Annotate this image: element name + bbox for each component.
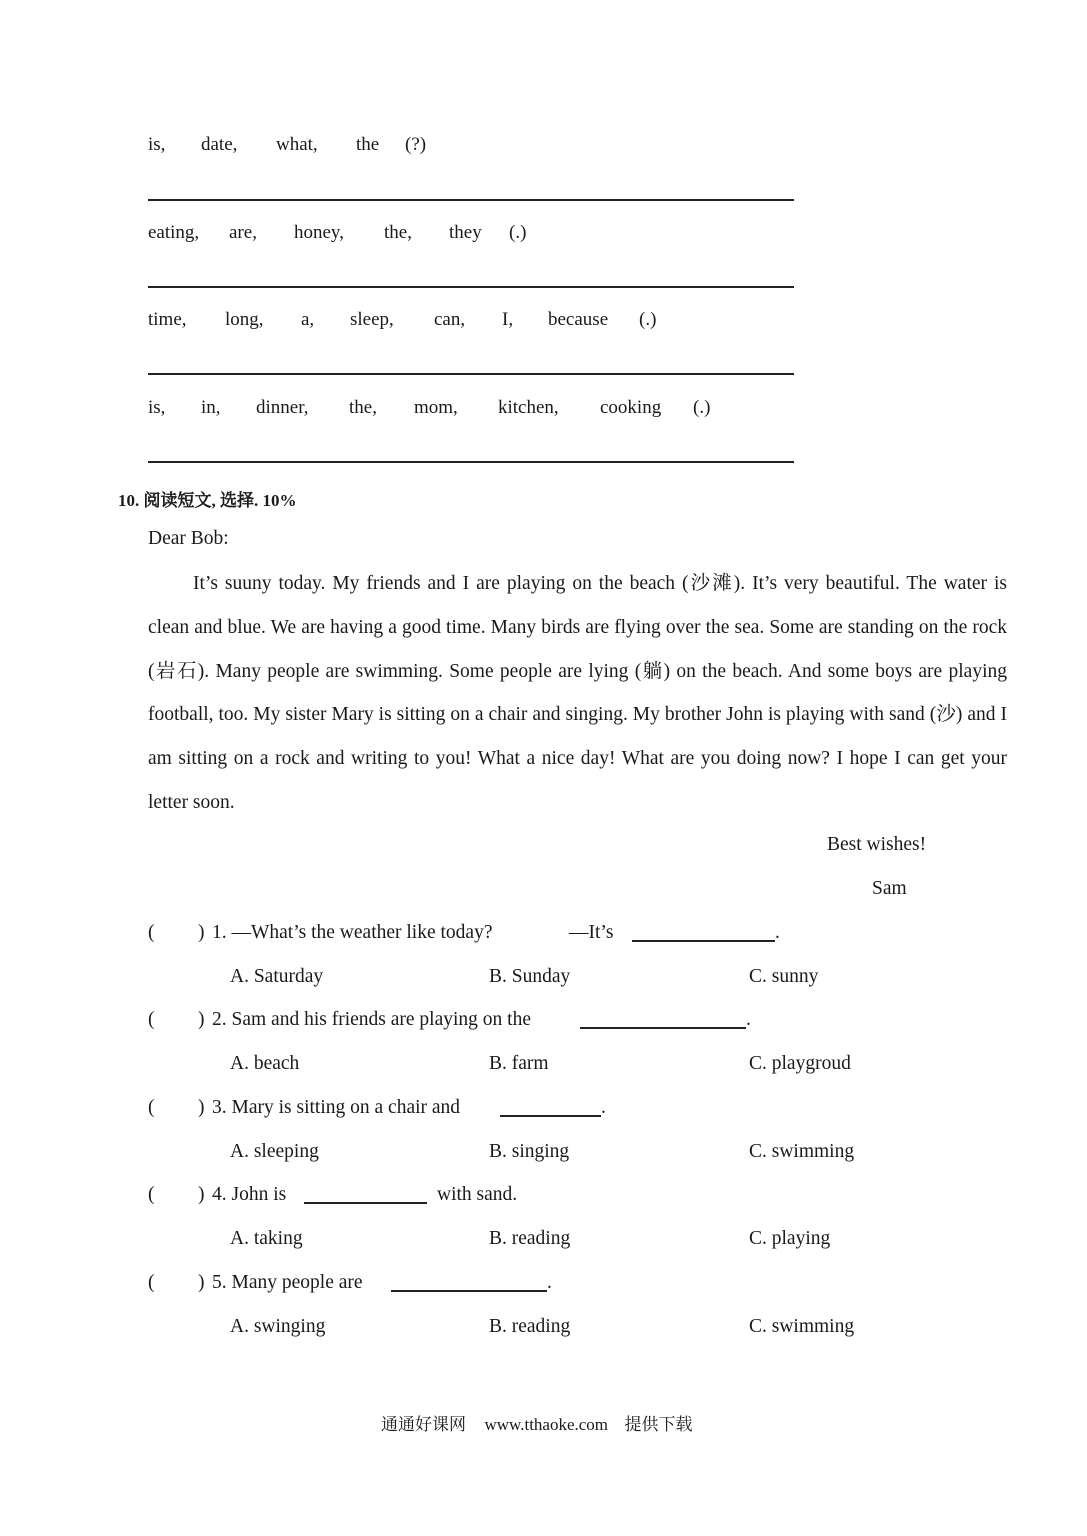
question-text: 2. Sam and his friends are playing on the bbox=[212, 1009, 531, 1030]
word: they bbox=[449, 222, 482, 243]
word: (.) bbox=[509, 222, 527, 243]
question-1 bbox=[0, 922, 1087, 948]
letter-closing: Best wishes! bbox=[827, 834, 927, 855]
answer-line[interactable] bbox=[148, 461, 794, 463]
question-text: 1. —What’s the weather like today? bbox=[212, 922, 493, 943]
word: mom, bbox=[414, 397, 458, 418]
question-text: 5. Many people are bbox=[212, 1272, 363, 1293]
option-b[interactable]: B. farm bbox=[489, 1053, 549, 1074]
letter-signature: Sam bbox=[872, 878, 907, 899]
sentence-end: . bbox=[547, 1272, 552, 1293]
word: is, bbox=[148, 134, 166, 155]
paren-close: ) bbox=[198, 1097, 205, 1118]
paren-open: ( bbox=[148, 1184, 155, 1205]
answer-line[interactable] bbox=[148, 199, 794, 201]
answer-blank[interactable] bbox=[632, 922, 775, 942]
word: a, bbox=[301, 309, 315, 330]
sentence-end: . bbox=[601, 1097, 606, 1118]
question-text: 4. John is bbox=[212, 1184, 287, 1205]
paren-open: ( bbox=[148, 1009, 155, 1030]
word: (.) bbox=[639, 309, 657, 330]
paren-close: ) bbox=[198, 1184, 205, 1205]
answer-line[interactable] bbox=[148, 373, 794, 375]
option-a[interactable]: A. taking bbox=[230, 1228, 303, 1249]
word: eating, bbox=[148, 222, 200, 243]
word: long, bbox=[225, 309, 264, 330]
paren-close: ) bbox=[198, 1272, 205, 1293]
option-a[interactable]: A. beach bbox=[230, 1053, 300, 1074]
paren-close: ) bbox=[198, 922, 205, 943]
option-b[interactable]: B. Sunday bbox=[489, 966, 571, 987]
word: (.) bbox=[693, 397, 711, 418]
footer-site-name: 通通好课网 bbox=[381, 1415, 466, 1434]
letter-greeting: Dear Bob: bbox=[148, 528, 229, 549]
word: the bbox=[356, 134, 380, 155]
word: the, bbox=[384, 222, 412, 243]
answer-blank[interactable] bbox=[391, 1272, 547, 1292]
question-2 bbox=[0, 1009, 1087, 1035]
answer-prefix: —It’s bbox=[569, 922, 614, 943]
word: sleep, bbox=[350, 309, 394, 330]
paren-open: ( bbox=[148, 1097, 155, 1118]
question-text-after: with sand. bbox=[437, 1184, 518, 1205]
footer-url[interactable]: www.tthaoke.com bbox=[484, 1415, 609, 1434]
word: is, bbox=[148, 397, 166, 418]
footer-note: 提供下载 bbox=[624, 1415, 693, 1434]
answer-blank[interactable] bbox=[580, 1009, 746, 1029]
option-b[interactable]: B. singing bbox=[489, 1141, 570, 1162]
word: time, bbox=[148, 309, 187, 330]
word-row-1 bbox=[0, 134, 1087, 158]
question-4 bbox=[0, 1184, 1087, 1210]
question-text: 3. Mary is sitting on a chair and bbox=[212, 1097, 461, 1118]
option-c[interactable]: C. playgroud bbox=[749, 1053, 851, 1074]
word: date, bbox=[201, 134, 238, 155]
word-row-4 bbox=[0, 397, 1087, 421]
option-a[interactable]: A. Saturday bbox=[230, 966, 324, 987]
word: kitchen, bbox=[498, 397, 559, 418]
sentence-end: . bbox=[775, 922, 780, 943]
paren-close: ) bbox=[198, 1009, 205, 1030]
word: in, bbox=[201, 397, 221, 418]
option-c[interactable]: C. playing bbox=[749, 1228, 831, 1249]
word: cooking bbox=[600, 397, 662, 418]
page-footer bbox=[381, 1410, 693, 1435]
sentence-end: . bbox=[746, 1009, 751, 1030]
question-5 bbox=[0, 1272, 1087, 1298]
option-a[interactable]: A. swinging bbox=[230, 1316, 326, 1337]
word: can, bbox=[434, 309, 466, 330]
word: honey, bbox=[294, 222, 344, 243]
question-3 bbox=[0, 1097, 1087, 1123]
word: the, bbox=[349, 397, 377, 418]
word: are, bbox=[229, 222, 257, 243]
section-heading: 10. 阅读短文, 选择. 10% bbox=[118, 491, 297, 510]
word: I, bbox=[502, 309, 514, 330]
answer-line[interactable] bbox=[148, 286, 794, 288]
word: because bbox=[548, 309, 609, 330]
option-c[interactable]: C. swimming bbox=[749, 1141, 855, 1162]
option-a[interactable]: A. sleeping bbox=[230, 1141, 319, 1162]
option-c[interactable]: C. swimming bbox=[749, 1316, 855, 1337]
paren-open: ( bbox=[148, 922, 155, 943]
letter-body: It’s suuny today. My friends and I are playing on the beach (沙滩). It’s very beautiful. The water is clean and blue. We are having a good time. Many birds are flying over the sea. Some are standing on the rock (岩石). Many people are swimming. Some people are lying (躺) on the beach. And some boys are playing football, too. My sister Mary is sitting on a chair and singing. My brother John is playing with sand (沙) and I am sitting on a rock and writing to you! What a nice day! What are you doing now? I hope I can get your letter soon. bbox=[148, 573, 1007, 813]
word-row-2 bbox=[0, 222, 1087, 246]
answer-blank[interactable] bbox=[500, 1097, 601, 1117]
word: what, bbox=[276, 134, 318, 155]
paren-open: ( bbox=[148, 1272, 155, 1293]
option-c[interactable]: C. sunny bbox=[749, 966, 819, 987]
answer-blank[interactable] bbox=[304, 1184, 427, 1204]
word-row-3 bbox=[0, 309, 1087, 333]
option-b[interactable]: B. reading bbox=[489, 1316, 571, 1337]
word: (?) bbox=[405, 134, 427, 155]
option-b[interactable]: B. reading bbox=[489, 1228, 571, 1249]
word: dinner, bbox=[256, 397, 309, 418]
